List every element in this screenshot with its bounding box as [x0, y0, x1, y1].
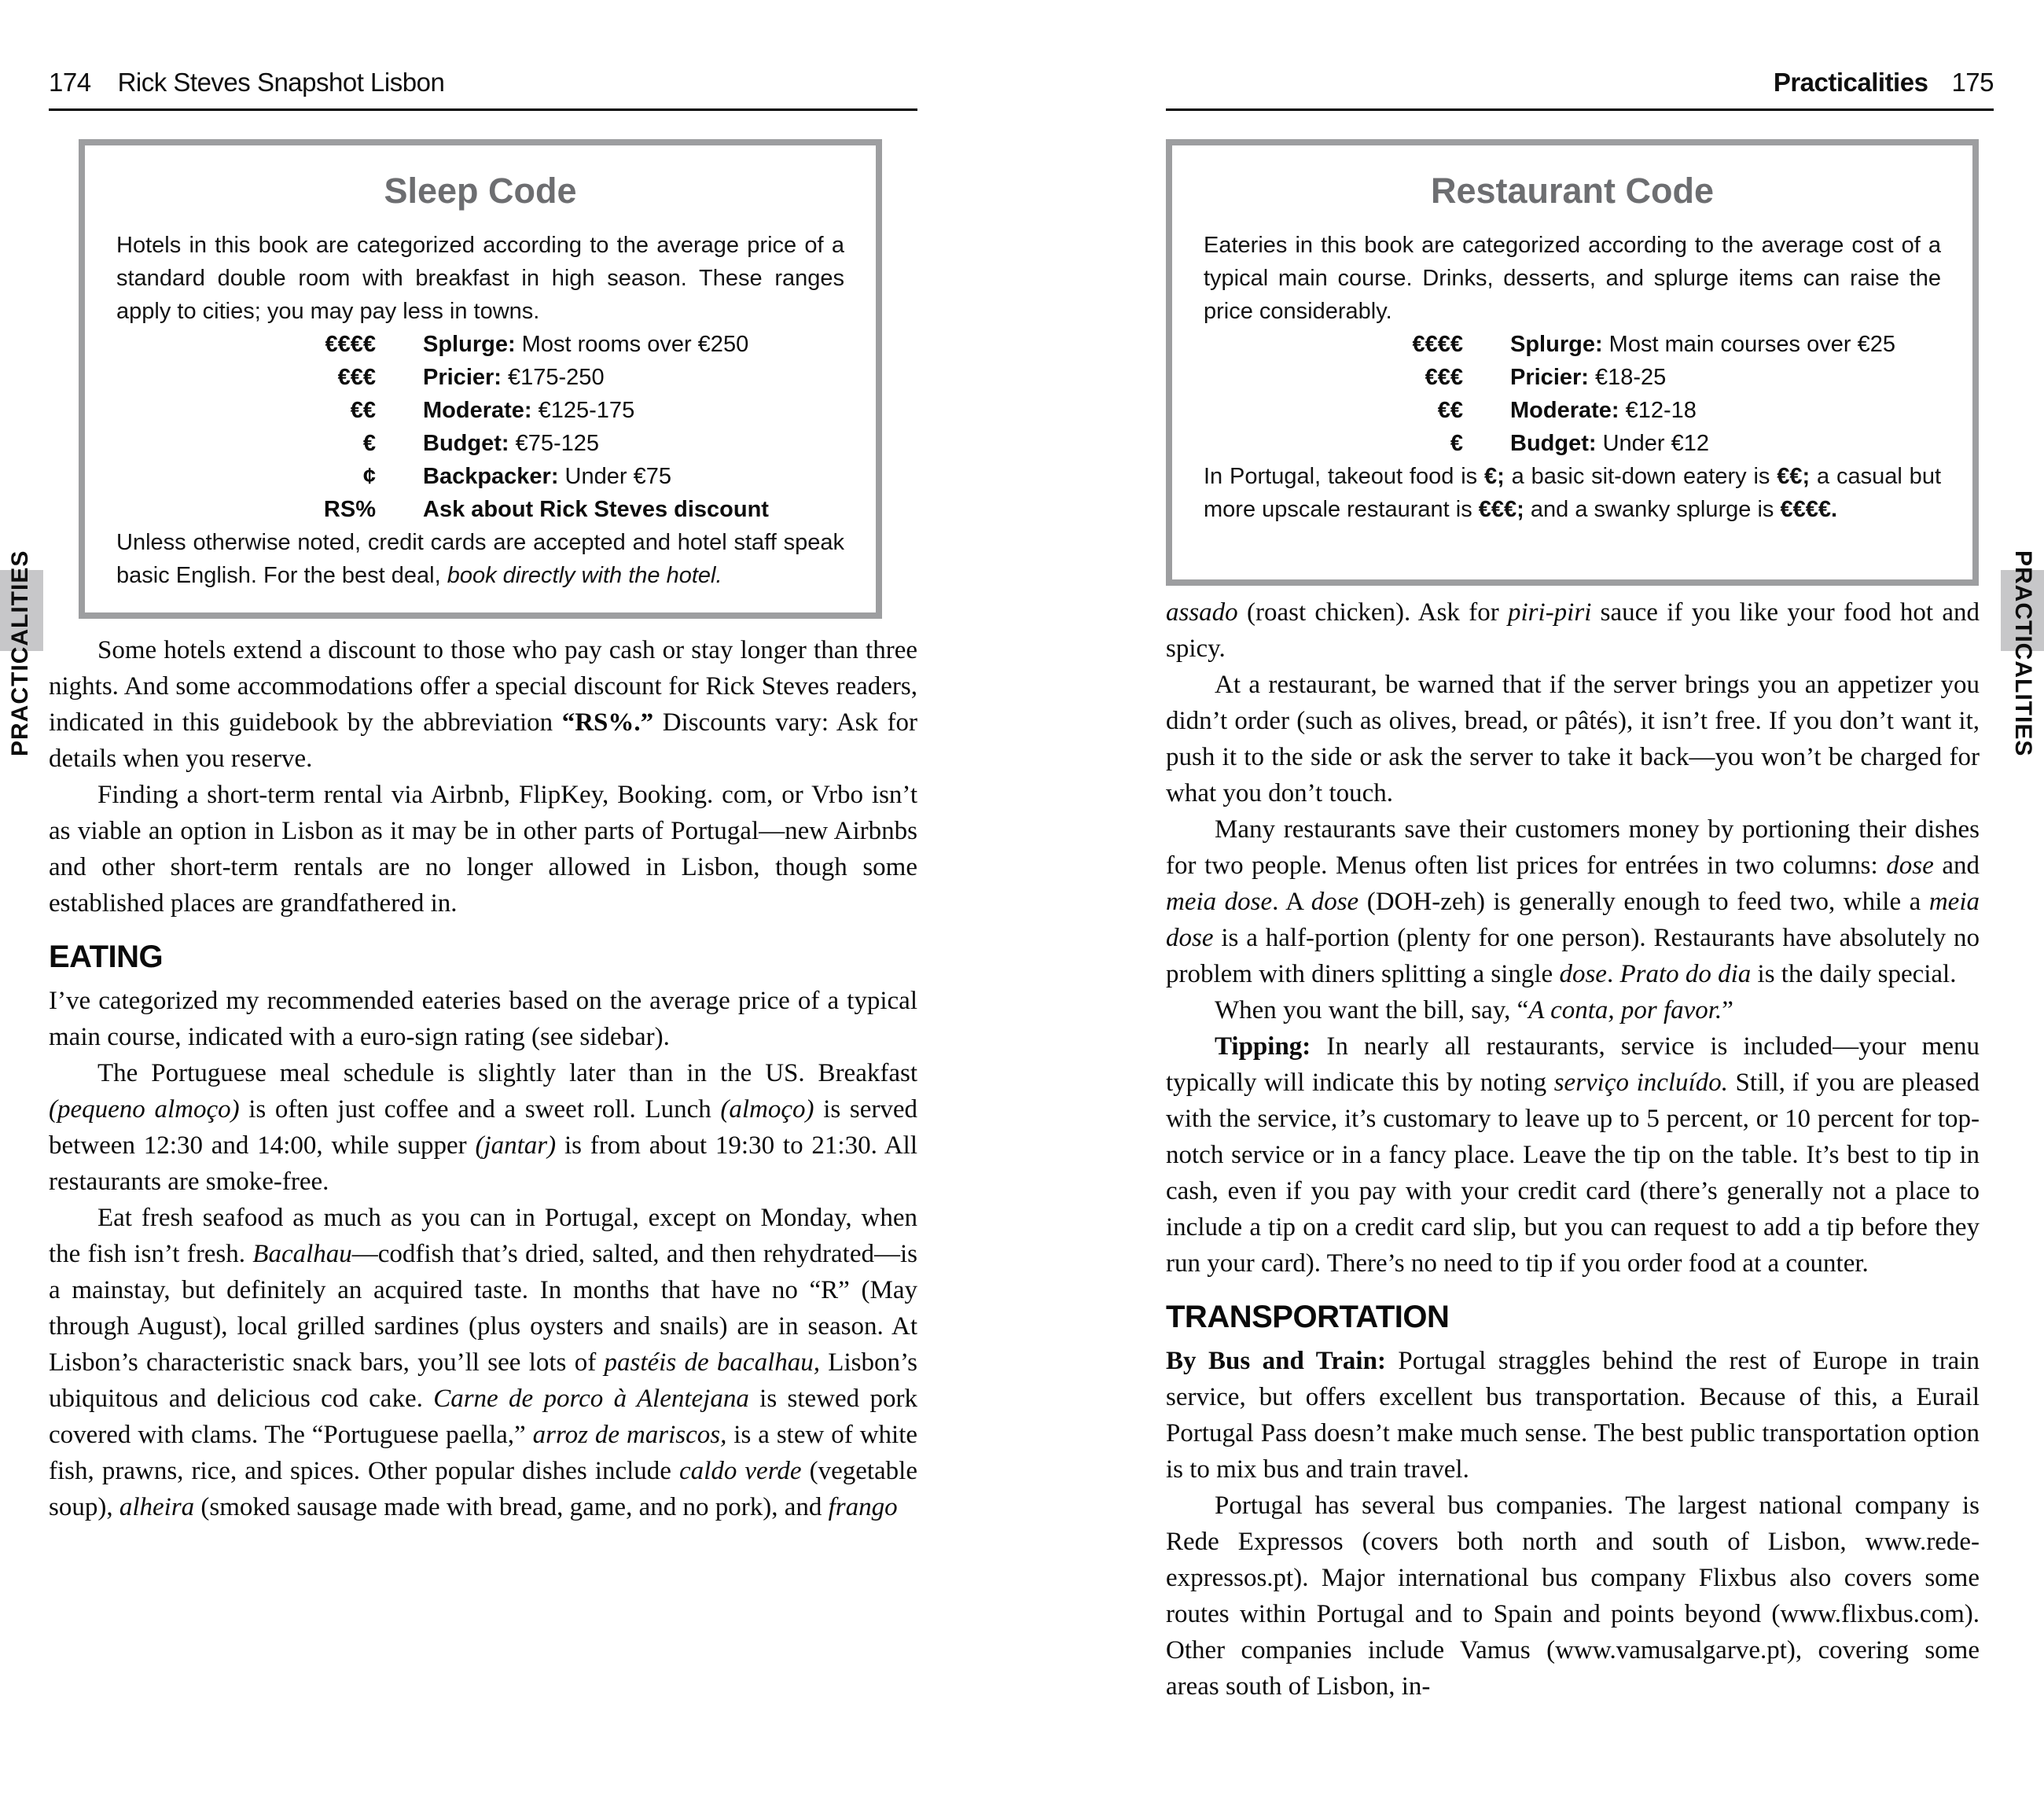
rating-desc: €75-125 [509, 431, 600, 456]
body-paragraph: Eat fresh seafood as much as you can in Portugal, except on Monday, when the fish isn’t fresh. Bacalhau—codfish that’s dried, salted, and then rehydrated—is a mainstay, but definitely an acquired taste. In months that have no “R” (May through August), local grilled sardines (plus oysters and snails) are in season. At Lisbon’s characteristic snack bars, you’ll see lots of pastéis de bacalhau, Lisbon’s ubiquitous and delicious cod cake. Carne de porco à Alentejana is stewed pork covered with clams. The “Portuguese paella,” arroz de mariscos, is a stew of white fish, prawns, rice, and spices. Other popular dishes include caldo verde (vegetable soup), alheira (smoked sausage made with bread, game, and no pork), and frango [49, 1204, 918, 1521]
rating-symbol: €€ [350, 398, 376, 423]
rating-row [116, 427, 844, 460]
page-number: 174 [49, 68, 91, 97]
rating-label: Splurge: [423, 332, 516, 357]
body-paragraph: At a restaurant, be warned that if the server brings you an appetizer you didn’t order (such as olives, bread, or pâtés), it isn’t free. If you don’t want it, push it to the side or ask the server to take it back—you won’t be charged for what you don’t touch. [1166, 671, 1980, 807]
page-number: 175 [1951, 68, 1994, 97]
rating-label: Moderate: [423, 398, 532, 423]
rating-row [116, 394, 844, 427]
rating-label: Backpacker: [423, 464, 559, 489]
rating-text [1510, 394, 1697, 427]
rating-text [423, 328, 748, 361]
box-intro: Hotels in this book are categorized according to the average price of a standard double room with breakfast in high season. These ranges apply to cities; you may pay less in towns. [116, 233, 844, 324]
rating-desc: €18-25 [1588, 365, 1667, 390]
body-paragraph: Finding a short-term rental via Airbnb, FlipKey, Booking. com, or Vrbo isn’t as viable an option in Lisbon as it may be in other parts of Portugal—new Airbnbs and other short-term rentals are no longer allowed in Lisbon, though some established places are grandfathered in. [49, 781, 917, 918]
rating-text [423, 460, 671, 493]
rating-row [116, 328, 844, 361]
body-paragraph: Portugal has several bus companies. The largest national company is Rede Expressos (covers both north and south of Lisbon, www.rede-expressos.pt). Major international bus company Flixbus also covers some routes within Portugal and to Spain and points beyond (www.flixbus.com). Other companies include Vamus (www.vamusalgarve.pt), covering some areas south of Lisbon, in- [1166, 1491, 1980, 1701]
rating-row [116, 361, 844, 394]
rating-desc: €125-175 [531, 398, 635, 423]
rating-row [116, 493, 844, 526]
book-title: Rick Steves Snapshot Lisbon [117, 68, 445, 97]
body-paragraph: Many restaurants save their customers money by portioning their dishes for two people. Menus often list prices for entrées in two columns: dose and meia dose. A dose (DOH-zeh) is generally enough to feed two, while a meia dose is a half-portion (plenty for one person). Restaurants have absolutely no problem with diners splitting a single dose. Prato do dia is the daily special. [1166, 815, 1980, 988]
chapter-title: Practicalities [1773, 68, 1928, 97]
rating-row [1204, 394, 1941, 427]
rating-symbol: €€€€ [1412, 332, 1463, 357]
rating-symbol: € [1450, 431, 1463, 456]
rating-text [423, 427, 599, 460]
box-ratings [1204, 328, 1941, 460]
rating-text [1510, 361, 1666, 394]
rating-symbol: €€ [1437, 398, 1463, 423]
restaurant-code-box [1166, 139, 1979, 586]
rating-text [423, 493, 769, 526]
box-outro: In Portugal, takeout food is €; a basic sit-down eatery is €€; a casual but more upscale restaurant is €€€; and a swanky splurge is €€€€. [1204, 464, 1941, 522]
rating-text [423, 394, 634, 427]
practicalities-tab-left: PRACTICALITIES [7, 550, 33, 757]
rating-desc: Most main courses over €25 [1602, 332, 1895, 357]
rating-label: Pricier: [423, 365, 502, 390]
sleep-code-box [79, 139, 882, 619]
rating-row [1204, 361, 1941, 394]
box-outro: Unless otherwise noted, credit cards are accepted and hotel staff speak basic English. For the best deal, book directly with the hotel. [116, 530, 844, 588]
box-ratings [116, 328, 844, 526]
body-paragraph: The Portuguese meal schedule is slightly later than in the US. Breakfast (pequeno almoço) is often just coffee and a sweet roll. Lunch (almoço) is served between 12:30 and 14:00, while supper (jantar) is from about 19:30 to 21:30. All restaurants are smoke-free. [49, 1059, 918, 1196]
rating-symbol: €€€ [337, 365, 376, 390]
rating-symbol: €€€ [1425, 365, 1463, 390]
rating-symbol: €€€€ [325, 332, 376, 357]
rating-text [1510, 427, 1709, 460]
rating-row [116, 460, 844, 493]
body-paragraph: When you want the bill, say, “A conta, por favor.” [1215, 996, 1733, 1024]
rating-label: Splurge: [1510, 332, 1603, 357]
rating-symbol: ¢ [362, 464, 376, 489]
page-body [49, 632, 917, 1525]
page-header-right [1166, 68, 1994, 111]
rating-symbol: € [362, 431, 376, 456]
body-paragraph: Tipping: In nearly all restaurants, service is included—your menu typically will indicate this by noting serviço incluído. Still, if you are pleased with the service, it’s customary to leave up to 5 percent, or 10 percent for top-notch service or in a fancy place. Leave the tip on the table. It’s best to tip in cash, even if you pay with your credit card (there’s generally not a place to include a tip on a credit card slip, but you can request to add a tip before they run your card). There’s no need to tip if you order food at a counter. [1166, 1032, 1980, 1278]
rating-label: Budget: [1510, 431, 1597, 456]
section-heading: EATING [49, 940, 164, 974]
box-title: Sleep Code [384, 171, 577, 211]
rating-desc: Most rooms over €250 [515, 332, 749, 357]
rating-text [423, 361, 605, 394]
box-title: Restaurant Code [1430, 171, 1715, 211]
rating-label: Ask about Rick Steves discount [423, 497, 769, 522]
section-heading: TRANSPORTATION [1166, 1300, 1450, 1334]
rating-desc: €175-250 [501, 365, 605, 390]
box-intro: Eateries in this book are categorized according to the average cost of a typical main course. Drinks, desserts, and splurge items can raise the price considerably. [1204, 233, 1941, 324]
rating-desc: Under €12 [1596, 431, 1710, 456]
rating-desc: Under €75 [558, 464, 671, 489]
rating-row [1204, 328, 1941, 361]
rating-row [1204, 427, 1941, 460]
rating-label: Moderate: [1510, 398, 1619, 423]
rating-label: Budget: [423, 431, 509, 456]
page-header-left [49, 68, 917, 111]
body-paragraph: I’ve categorized my recommended eateries based on the average price of a typical main course, indicated with a euro-sign rating (see sidebar). [49, 987, 917, 1051]
body-paragraph: Some hotels extend a discount to those who pay cash or stay longer than three nights. And some accommodations offer a special discount for Rick Steves readers, indicated in this guidebook by the abbreviation “RS%.” Discounts vary: Ask for details when you reserve. [49, 636, 917, 773]
rating-desc: €12-18 [1619, 398, 1697, 423]
rating-label: Pricier: [1510, 365, 1589, 390]
body-paragraph: By Bus and Train: Portugal straggles behind the rest of Europe in train service, but offers excellent bus transportation. Because of this, a Eurail Portugal Pass doesn’t make much sense. The best public transportation option is to mix bus and train travel. [1166, 1347, 1980, 1484]
page-body [1166, 594, 1980, 1705]
practicalities-tab-right: PRACTICALITIES [2010, 550, 2036, 757]
rating-text [1510, 328, 1895, 361]
body-paragraph: assado (roast chicken). Ask for piri-piri sauce if you like your food hot and spicy. [1166, 598, 1980, 663]
rating-symbol: RS% [323, 497, 376, 522]
